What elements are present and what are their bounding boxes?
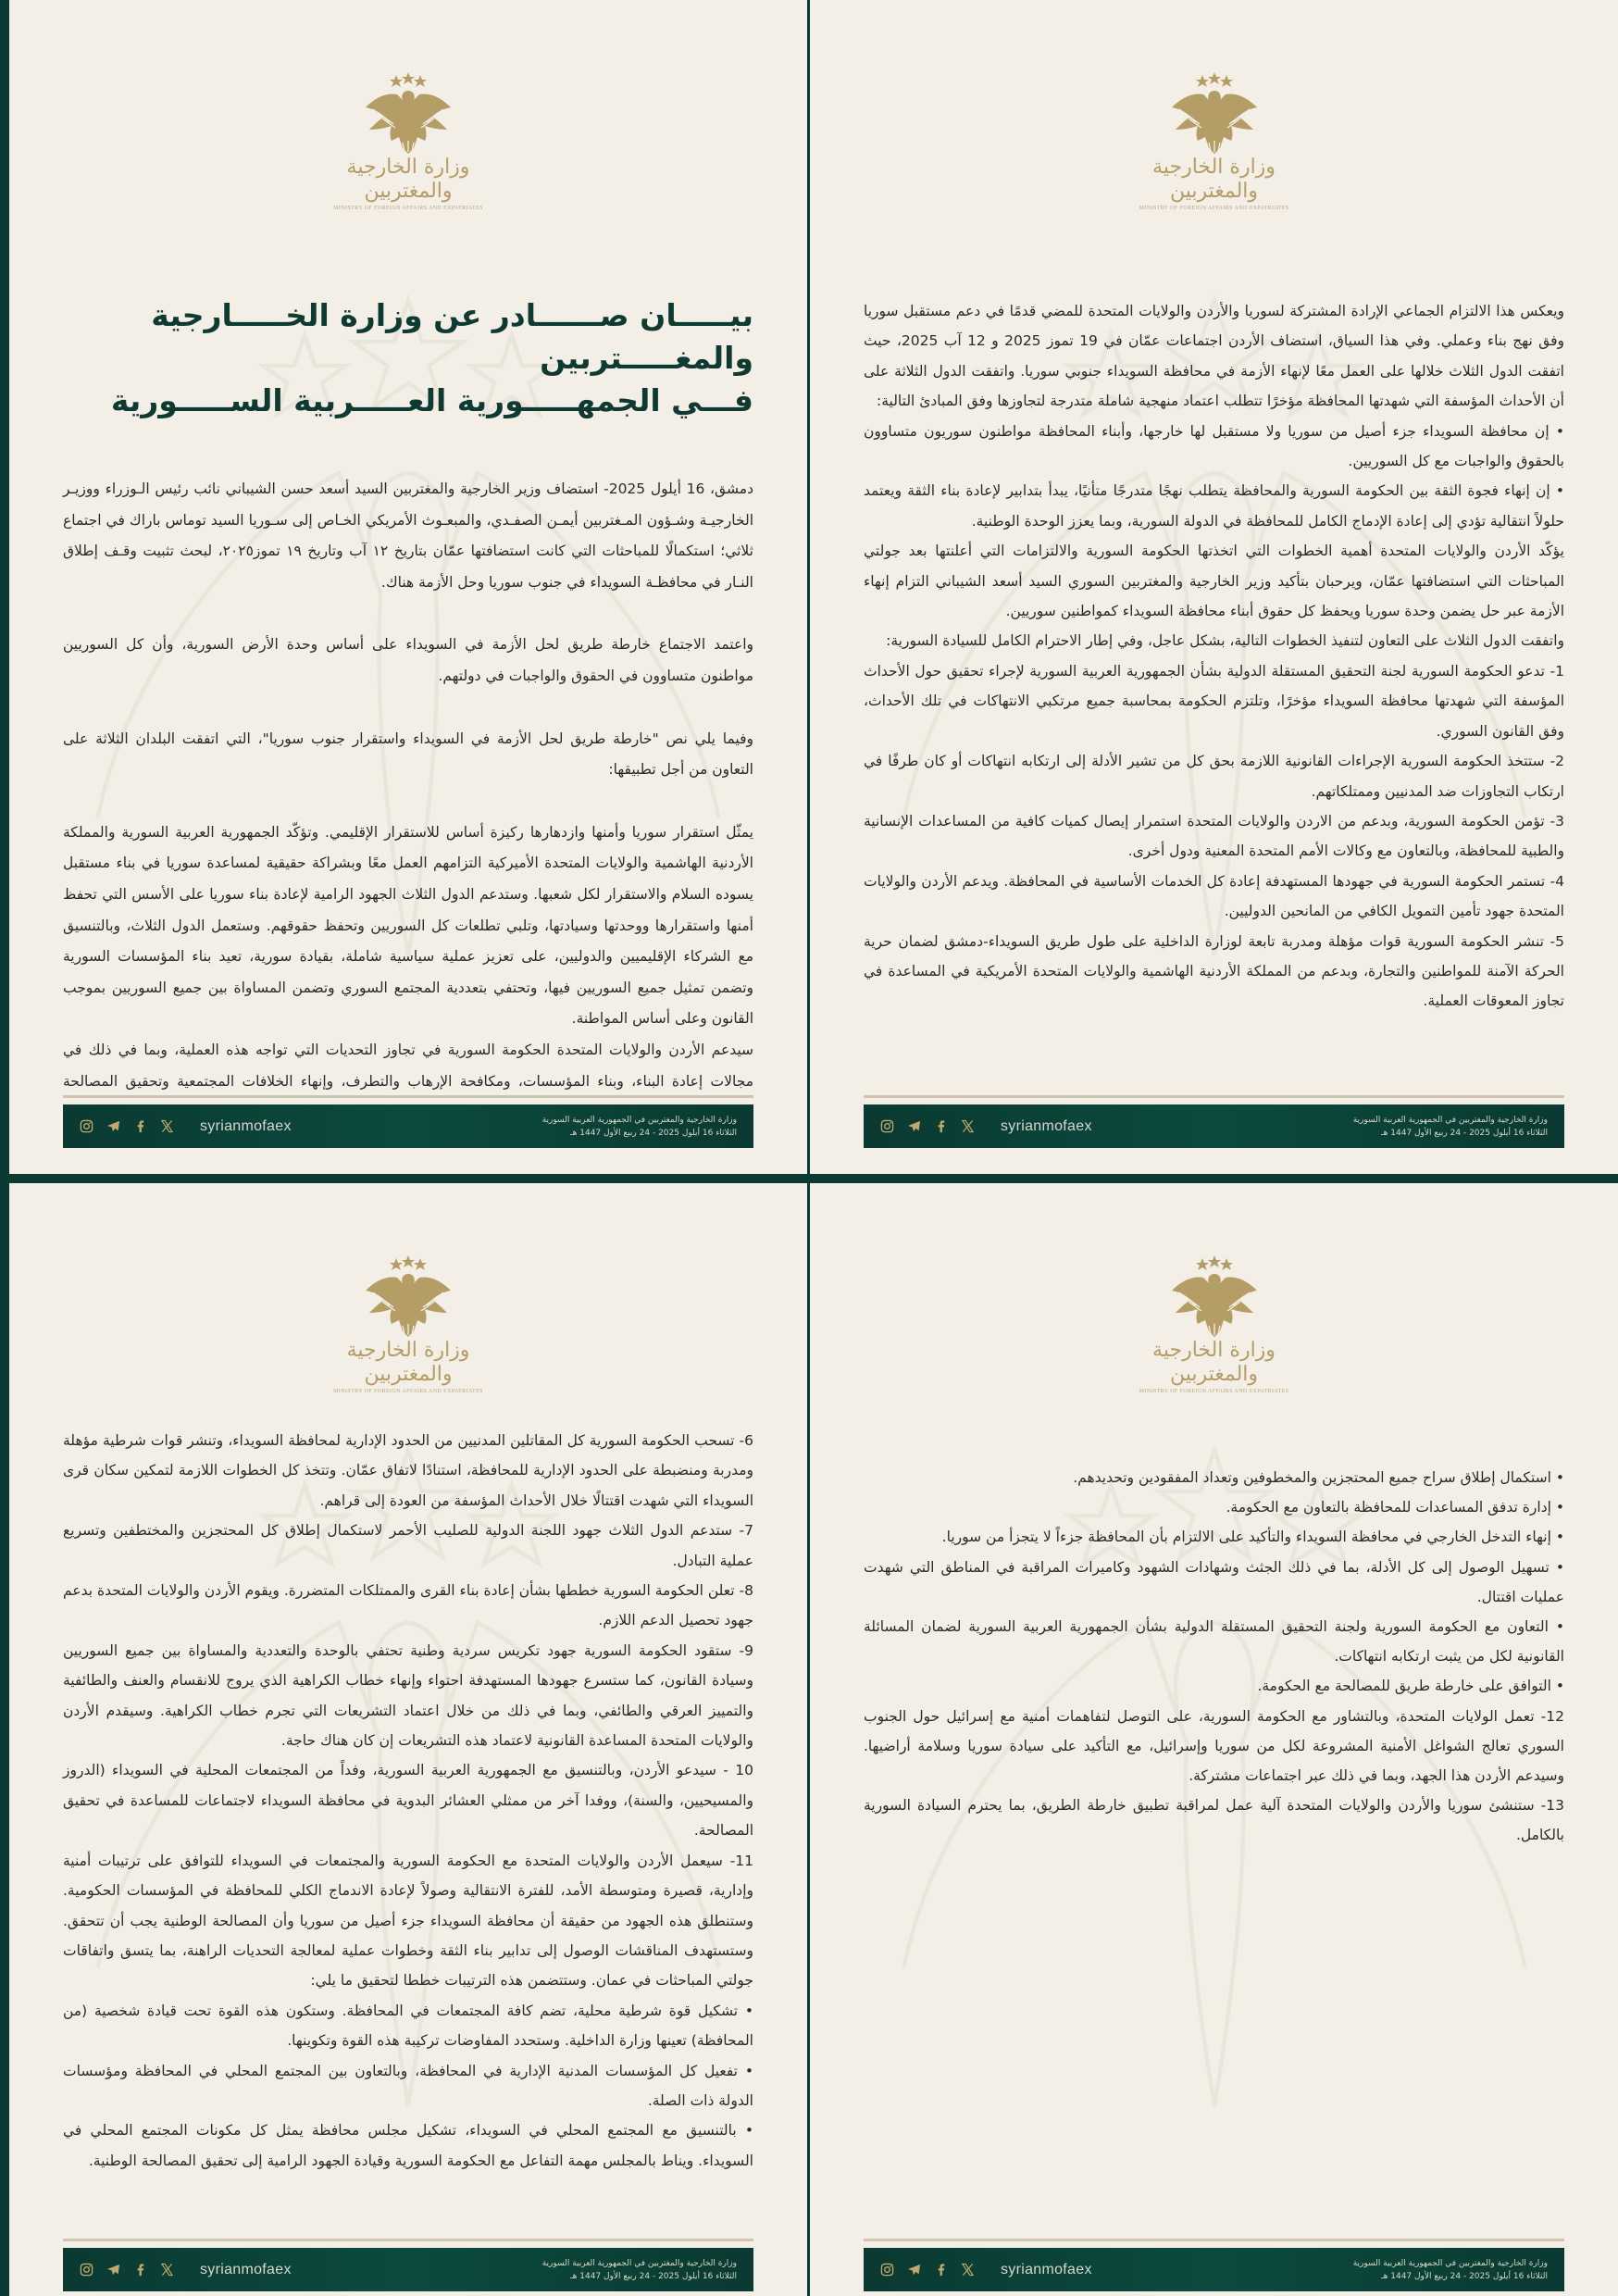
ministry-logo bbox=[330, 1255, 487, 1394]
footer-date: الثلاثاء 16 أيلول 2025 - 24 ربيع الأول 1447 هـ bbox=[570, 1128, 737, 1138]
numbered-step: 7- ستدعم الدول الثلاث جهود اللجنة الدولية للصليب الأحمر لاستكمال إطلاق كل المحتجزين والمختطفين وتسريع عملية التبادل. bbox=[63, 1522, 753, 1569]
eagle-emblem-icon bbox=[1168, 1255, 1261, 1337]
page-1-content bbox=[63, 294, 753, 1129]
social-handle[interactable]: syrianmofaex bbox=[200, 1117, 292, 1134]
page-footer bbox=[864, 2248, 1564, 2291]
footer-date: الثلاثاء 16 أيلول 2025 - 24 ربيع الأول 1447 هـ bbox=[570, 2271, 737, 2281]
footer-info bbox=[1353, 1114, 1548, 1140]
paragraph: يمثّل استقرار سوريا وأمنها وازدهارها ركيزة أساس للاستقرار الإقليمي. وتؤكّد الجمهورية العربية السورية والمملكة الأردنية الهاشمية والولايات المتحدة الأميركية التزامهم العمل معًا وبشراكة حقيقية لمساعدة سوريا في بناء مستقبل يسوده السلام والاستقرار لكل شعبها. وستدعم الدول الثلاث الجهود الرامية لإعادة بناء سوريا على الأسس التي تحفظ أمنها واستقرارها ووحدتها وسيادتها، وتلبي تطلعات كل السوريين وتحفظ حقوقهم. وستعمل الدول الثلاث، وبالتنسيق مع الشركاء الإقليميين والدوليين، على تعزيز عملية سياسية شاملة، بقيادة سورية، تعيد بناء المؤسسات السورية وتضمن تمثيل جميع السوريين فيها، وتحتفي بتعددية المجتمع السوري وتضمن المساواة بين جميع السوريين بموجب القانون وعلى أساس المواطنة. bbox=[63, 823, 753, 1028]
statement-title bbox=[63, 294, 753, 422]
footer-divider bbox=[864, 1095, 1564, 1098]
principle-item: • إن محافظة السويداء جزء أصيل من سوريا ولا مستقبل لها خارجها، وأبناء المحافظة مواطنون سوريون متساوون بالحقوق والواجبات مع كل السوريين. bbox=[864, 422, 1564, 470]
eagle-emblem-icon bbox=[362, 1255, 454, 1337]
x-icon[interactable] bbox=[961, 2263, 975, 2277]
eagle-emblem-icon bbox=[1168, 72, 1261, 154]
paragraph: دمشق، 16 أيلول 2025- استضاف وزير الخارجية والمغتربين السيد أسعد حسن الشيباني نائب رئيس الـوزراء ووزيـر الخارجيـة وشـؤون المـغتربين أيمـن الصفـدي، والمبعـوث الأمريكي الخـاص إلى سـوريا السيد توماس باراك في اجتماع ثلاثي؛ استكمالًا للمباحثات التي كانت استضافتها عمّان بتاريخ ١٢ آب وتاريخ ١٩ تموز٢٠٢٥، لبحث تثبيت وقـف إطلاق النـار في محافظـة السويداء في جنوب سوريا وحل الأزمة هناك. bbox=[63, 480, 754, 591]
footer-divider bbox=[864, 2239, 1564, 2241]
page-2 bbox=[810, 0, 1618, 1174]
logo-english-text: MINISTRY OF FOREIGN AFFAIRS AND EXPATRIATES bbox=[333, 206, 483, 211]
instagram-icon[interactable] bbox=[880, 1119, 894, 1133]
logo-arabic-text: وزارة الخارجية والمغتربين bbox=[1152, 156, 1276, 203]
numbered-step: 5- تنشر الحكومة السورية قوات مؤهلة ومدربة تابعة لوزارة الداخلية على طول طريق السويداء-دمشق لضمان حرية الحركة الآمنة للمواطنين والتجارة، وبدعم من المملكة الأردنية الهاشمية والولايات المتحدة الأمريكية في المساعدة في تجاوز المعوقات العملية. bbox=[864, 932, 1564, 1010]
paragraph: سيدعم الأردن والولايات المتحدة الحكومة السورية في تجاوز التحديات التي تواجه هذه العملية، وبما في ذلك في مجالات إعادة البناء، وبناء المؤسسات، ومكافحة الإرهاب والتطرف، وإنهاء الخلافات المجتمعية وتحقيق المصالحة bbox=[63, 1041, 753, 1090]
telegram-icon[interactable] bbox=[106, 1119, 120, 1133]
x-icon[interactable] bbox=[160, 1119, 174, 1133]
page-footer bbox=[63, 1104, 753, 1148]
footer-info bbox=[542, 1114, 737, 1140]
ministry-logo bbox=[1136, 72, 1293, 211]
paragraph: ويعكس هذا الالتزام الجماعي الإرادة المشتركة لسوريا والأردن والولايات المتحدة للمضي قدمًا في دعم مستقبل سوريا وفق نهج بناء وعملي. وفي هذا السياق، استضاف الأردن اجتماعات عمّان في 19 تموز 2025 و 12 آب 2025، حيث اتفقت الدول الثلاث خلالها على العمل معًا لإنهاء الأزمة في محافظة السويداء جنوبي سوريا. واتفقت الدول الثلاثة على أن الأحداث المؤسفة التي شهدتها المحافظة مؤخرًا تتطلب اعتماد منهجية شاملة متدرجة لتجاوزها وفق المبادئ التالية: bbox=[864, 303, 1564, 410]
numbered-step: 3- تؤمن الحكومة السورية، وبدعم من الاردن والولايات المتحدة استمرار إيصال كميات كافية من المساعدات الإنسانية والطبية للمحافظة، وبالتعاون مع وكالات الأمم المتحدة المعنية ودول أخرى. bbox=[864, 812, 1564, 860]
numbered-step: 8- تعلن الحكومة السورية خططها بشأن إعادة بناء القرى والممتلكات المتضررة. ويقوم الأردن والولايات المتحدة بدعم جهود تحصيل الدعم اللازم. bbox=[63, 1582, 753, 1629]
social-links bbox=[80, 1118, 292, 1135]
page-footer bbox=[63, 2248, 753, 2291]
social-links bbox=[80, 2262, 292, 2278]
social-handle[interactable]: syrianmofaex bbox=[200, 2261, 292, 2277]
instagram-icon[interactable] bbox=[80, 2263, 93, 2277]
footer-divider bbox=[63, 2239, 753, 2241]
paragraph: يؤكّد الأردن والولايات المتحدة أهمية الخطوات التي اتخذتها الحكومة السورية والالتزامات التي أعلنتها بعد جولتي المباحثات التي استضافتها عمّان، ويرحبان بتأكيد وزير الخارجية والمغتربين السوري السيد أسعد الشيباني التزام إنهاء الأزمة عبر حل يضمن وحدة سوريا ويحفظ كل حقوق أبناء محافظة السويداء كمواطنين سوريين. bbox=[864, 543, 1564, 620]
footer-org: وزارة الخارجية والمغتربين في الجمهورية العربية السورية bbox=[541, 2258, 737, 2268]
numbered-step: 12- تعمل الولايات المتحدة، وبالتشاور مع الحكومة السورية، على التوصل لتفاهمات أمنية مع إسرائيل حول الجنوب السوري تعالج الشواغل الأمنية المشروعة لكل من سوريا وإسرائيل، مع التأكيد على سيادة سوريا وسلامة أراضيها. وسيدعم الأردن هذا الجهد، وبما في ذلك عبر اجتماعات مشتركة. bbox=[864, 1707, 1564, 1785]
bullet-item: • التوافق على خارطة طريق للمصالحة مع الحكومة. bbox=[1257, 1678, 1564, 1695]
bullet-item: • التعاون مع الحكومة السورية ولجنة التحقيق المستقلة الدولية بشأن الجمهورية العربية السورية لضمان المسائلة القانونية لكل من يثبت ارتكابه انتهاكات. bbox=[864, 1618, 1564, 1666]
bullet-item: • تسهيل الوصول إلى كل الأدلة، بما في ذلك الجثث وشهادات الشهود وكاميرات المراقبة في المناطق التي شهدت عمليات اقتتال. bbox=[864, 1558, 1564, 1605]
page-4-content bbox=[864, 1463, 1564, 1851]
telegram-icon[interactable] bbox=[907, 2263, 921, 2277]
page-footer bbox=[864, 1104, 1564, 1148]
page-3 bbox=[0, 1183, 807, 2296]
facebook-icon[interactable] bbox=[133, 2263, 147, 2277]
numbered-step: 11- سيعمل الأردن والولايات المتحدة مع الحكومة السورية والمجتمعات في السويداء للتوافق على ترتيبات أمنية وإدارية، قصيرة ومتوسطة الأمد، للفترة الانتقالية وصولاً لإعادة الاندماج الكلي للمحافظة في المؤسسات الحكومية. وستنطلق هذه الجهود من حقيقة أن محافظة السويداء جزء أصيل من سوريا وأن المصالحة الوطنية يجب أن تتحقق. وستستهدف المناقشات الوصول إلى تدابير بناء الثقة وخطوات عملية لمعالجة التحديات الراهنة، بما يتسق واتفاقات جولتي المباحثات في عمان. وستتضمن هذه الترتيبات خططا لتحقيق ما يلي: bbox=[63, 1852, 753, 1990]
footer-date: الثلاثاء 16 أيلول 2025 - 24 ربيع الأول 1447 هـ bbox=[1381, 1128, 1548, 1138]
logo-english-text: MINISTRY OF FOREIGN AFFAIRS AND EXPATRIATES bbox=[333, 1389, 483, 1394]
x-icon[interactable] bbox=[160, 2263, 174, 2277]
numbered-step: 10 - سيدعو الأردن، وبالتنسيق مع الجمهورية العربية السورية، وفداً من المجتمعات المحلية في السويداء (الدروز والمسيحيين، والسنة)، ووفدا آخر من ممثلي العشائر البدوية في محافظة السويداء لاجتماعات للمساعدة في تحقيق المصالحة. bbox=[63, 1762, 753, 1840]
logo-english-text: MINISTRY OF FOREIGN AFFAIRS AND EXPATRIATES bbox=[1139, 206, 1289, 211]
paragraph: وفيما يلي نص "خارطة طريق لحل الأزمة في السويداء واستقرار جنوب سوريا"، التي اتفقت البلدان الثلاثة على التعاون من أجل تطبيقها: bbox=[63, 730, 753, 779]
footer-info bbox=[542, 2257, 737, 2283]
bullet-item: • إدارة تدفق المساعدات للمحافظة بالتعاون مع الحكومة. bbox=[1226, 1499, 1564, 1516]
ministry-logo bbox=[330, 72, 487, 211]
bullet-item: • تشكيل قوة شرطية محلية، تضم كافة المجتمعات في المحافظة. وستكون هذه القوة تحت قيادة شخصية (من المحافظة) تعينها وزارة الداخلية. وستحدد المفاوضات تركيبة هذه القوة وتكوينها. bbox=[63, 2002, 753, 2050]
paragraph: واعتمد الاجتماع خارطة طريق لحل الأزمة في السويداء على أساس وحدة الأرض السورية، وأن كل السوريين مواطنون متساوون في الحقوق والواجبات في دولتهم. bbox=[63, 636, 753, 684]
social-links bbox=[880, 1118, 1092, 1135]
footer-date: الثلاثاء 16 أيلول 2025 - 24 ربيع الأول 1447 هـ bbox=[1381, 2271, 1548, 2281]
numbered-step: 6- تسحب الحكومة السورية كل المقاتلين المدنيين من الحدود الإدارية لمحافظة السويداء، وتنشر قوات شرطية مؤهلة ومدربة ومنضبطة على الحدود الإدارية للمحافظة، استنادًا لاتفاق عمّان. وتتخذ كل الخطوات اللازمة لتمكين سكان قرى السويداء التي شهدت اقتتالًا خلال الأحداث المؤسفة من العودة إلى قراهم. bbox=[63, 1432, 753, 1509]
page-4 bbox=[810, 1183, 1618, 2296]
title-line-2: فـــي الجمهـــــورية العـــــربية الســـــورية bbox=[110, 382, 753, 418]
facebook-icon[interactable] bbox=[133, 1119, 147, 1133]
title-line-1: بيـــــان صــــــادر عن وزارة الخـــــارجية والمغـــــتربين bbox=[151, 297, 753, 376]
footer-org: وزارة الخارجية والمغتربين في الجمهورية العربية السورية bbox=[1352, 2258, 1548, 2268]
page-3-content bbox=[63, 1426, 753, 2176]
ministry-logo bbox=[1136, 1255, 1293, 1394]
bullet-item: • استكمال إطلاق سراح جميع المحتجزين والمخطوفين وتعداد المفقودين وتحديدهم. bbox=[1073, 1469, 1564, 1486]
logo-arabic-text: وزارة الخارجية والمغتربين bbox=[346, 1339, 470, 1386]
logo-arabic-text: وزارة الخارجية والمغتربين bbox=[346, 156, 470, 203]
telegram-icon[interactable] bbox=[907, 1119, 921, 1133]
paragraph: واتفقت الدول الثلاث على التعاون لتنفيذ الخطوات التالية، بشكل عاجل، وفي إطار الاحترام الكامل للسيادة السورية: bbox=[886, 632, 1564, 650]
footer-divider bbox=[63, 1095, 753, 1098]
page-2-content bbox=[864, 296, 1564, 1017]
x-icon[interactable] bbox=[961, 1119, 975, 1133]
instagram-icon[interactable] bbox=[80, 1119, 93, 1133]
logo-english-text: MINISTRY OF FOREIGN AFFAIRS AND EXPATRIATES bbox=[1139, 1389, 1289, 1394]
principle-item: • إن إنهاء فجوة الثقة بين الحكومة السورية والمحافظة يتطلب نهجًا متدرجًا متأنيًا، يبدأ بتدابير لإعادة بناء الثقة ويعتمد حلولاً انتقالية تؤدي إلى إعادة الإدماج الكامل للمحافظة في الدولة السورية، وبما يعزز الوحدة الوطنية. bbox=[864, 482, 1564, 530]
telegram-icon[interactable] bbox=[106, 2263, 120, 2277]
social-handle[interactable]: syrianmofaex bbox=[1001, 2261, 1092, 2277]
facebook-icon[interactable] bbox=[934, 1119, 948, 1133]
instagram-icon[interactable] bbox=[880, 2263, 894, 2277]
facebook-icon[interactable] bbox=[934, 2263, 948, 2277]
social-handle[interactable]: syrianmofaex bbox=[1001, 1117, 1092, 1134]
numbered-step: 9- ستقود الحكومة السورية جهود تكريس سردية وطنية تحتفي بالوحدة والتعددية والمساواة بين جميع السوريين وسيادة القانون، كما ستسرع جهودها المستهدفة احتواء وإنهاء خطاب الكراهية الذي يروج للانقسام والعنف والطائفية والتمييز العرقي والطائفي، وبما في ذلك من خلال اعتماد التشريعات التي تجرم خطاب الكراهية. وسيقدم الأردن والولايات المتحدة المساعدة القانونية لاعتماد هذه التشريعات إن كان هناك حاجة. bbox=[63, 1641, 753, 1750]
numbered-step: 13- ستنشئ سوريا والأردن والولايات المتحدة آلية عمل لمراقبة تطبيق خارطة الطريق، بما يحترم السيادة السورية بالكامل. bbox=[864, 1797, 1564, 1844]
bullet-item: • تفعيل كل المؤسسات المدنية الإدارية في المحافظة، وبالتعاون بين المجتمع المحلي في المحافظة ومؤسسات الدولة ذات الصلة. bbox=[63, 2062, 753, 2109]
footer-info bbox=[1353, 2257, 1548, 2283]
footer-org: وزارة الخارجية والمغتربين في الجمهورية العربية السورية bbox=[541, 1115, 737, 1125]
numbered-step: 2- ستتخذ الحكومة السورية الإجراءات القانونية اللازمة بحق كل من تشير الأدلة إلى ارتكابه انتهاكات أو كان طرفًا في ارتكاب التجاوزات ضد المدنيين وممتلكاتهم. bbox=[864, 753, 1564, 800]
bullet-item: • بالتنسيق مع المجتمع المحلي في السويداء، تشكيل مجلس محافظة يمثل كل مكونات المجتمع المحلي في السويداء. ويناط بالمجلس مهمة التفاعل مع الحكومة السورية وقيادة الجهود الرامية إلى تحقيق المصالحة الوطنية. bbox=[63, 2122, 753, 2169]
bullet-item: • إنهاء التدخل الخارجي في محافظة السويداء والتأكيد على الالتزام بأن المحافظة جزءاً لا يتجزأ من سوريا. bbox=[941, 1529, 1564, 1546]
logo-arabic-text: وزارة الخارجية والمغتربين bbox=[1152, 1339, 1276, 1386]
social-links bbox=[880, 2262, 1092, 2278]
footer-org: وزارة الخارجية والمغتربين في الجمهورية العربية السورية bbox=[1352, 1115, 1548, 1125]
page-1 bbox=[0, 0, 807, 1174]
numbered-step: 4- تستمر الحكومة السورية في جهودها المستهدفة إعادة كل الخدمات الأساسية في المحافظة. ويدعم الأردن والولايات المتحدة جهود تأمين التمويل الكافي من المانحين الدوليين. bbox=[864, 872, 1564, 920]
numbered-step: 1- تدعو الحكومة السورية لجنة التحقيق المستقلة الدولية بشأن الجمهورية العربية السورية لإجراء تحقيق حول الأحداث المؤسفة التي شهدتها محافظة السويداء مؤخرًا، وتلتزم الحكومة بمحاسبة جميع مرتكبي الانتهاكات في تلك الأحداث، وفق القانون السوري. bbox=[864, 662, 1564, 740]
eagle-emblem-icon bbox=[362, 72, 454, 154]
